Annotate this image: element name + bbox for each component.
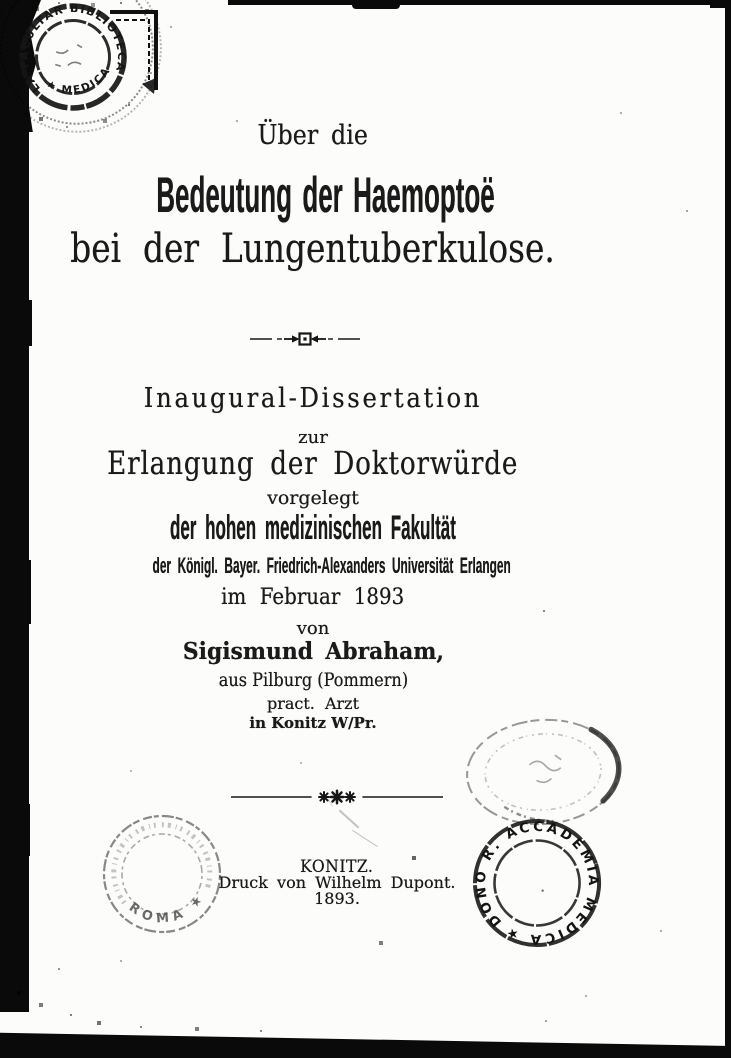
scan-bottom-edge — [0, 1028, 731, 1058]
author-name-text: Sigismund Abraham, — [182, 638, 444, 665]
svg-text:DONO R. ACCADEMIA MEDICA ★ — [456, 802, 618, 964]
dissertation-date — [0, 587, 626, 609]
scan-right-smudge — [719, 690, 723, 760]
dissertation-faculty — [0, 511, 626, 545]
dissertation-vorgelegt-text: vorgelegt — [267, 487, 359, 509]
pretitle-text: Über die — [257, 120, 369, 151]
scan-noise — [0, 0, 2, 2]
main-title-line2-text: bei der Lungentuberkulose. — [70, 226, 556, 272]
author-profession — [0, 696, 626, 712]
author-origin — [0, 671, 626, 690]
dissertation-zur-text: zur — [298, 427, 328, 448]
floral-ornament-divider — [231, 788, 443, 806]
imprint-year-text: 1893. — [314, 889, 360, 908]
scan-top-edge-blob — [352, 0, 400, 9]
dissertation-heading — [0, 385, 626, 412]
scan-top-edge — [228, 0, 731, 5]
scan-right-edge — [725, 0, 731, 1058]
corner-bracket-mark — [108, 4, 170, 104]
dissertation-purpose — [0, 444, 626, 482]
dissertation-heading-text: Inaugural-Dissertation — [143, 383, 483, 414]
dissertation-university-text: der Königl. Bayer. Friedrich-Alexanders Universität Erlangen — [152, 553, 511, 578]
main-title-line1 — [0, 167, 626, 223]
roma-stamp — [83, 795, 241, 953]
dissertation-von-text: von — [296, 618, 330, 639]
imprint-place-text: KONITZ. — [300, 857, 374, 877]
pencil-mark — [339, 810, 360, 829]
author-profession-text: pract. Arzt — [266, 694, 360, 713]
dissertation-date-text: im Februar 1893 — [221, 585, 405, 610]
pencil-mark — [352, 830, 378, 847]
library-stamp-bottom-text: ★ MEDICA — [44, 64, 114, 97]
roma-stamp-bottom-text: ROMA ★ — [126, 889, 210, 927]
scan-left-edge-bump — [24, 804, 30, 856]
library-stamp-ring-text: LA FACULTAR BIBLIOTECA — [17, 1, 129, 95]
dissertation-vorgelegt — [0, 489, 626, 508]
dissertation-university — [0, 555, 626, 578]
main-title-line2 — [0, 226, 626, 272]
scan-right-smudge — [716, 95, 722, 217]
accademia-stamp-ring-text: DONO R. ACCADEMIA MEDICA ★ — [472, 818, 602, 948]
arrow-ornament-divider — [250, 331, 360, 347]
dissertation-von — [0, 620, 626, 638]
author-origin-text: aus Pilburg (Pommern) — [218, 669, 408, 691]
scan-left-edge-bump — [26, 300, 32, 346]
dissertation-faculty-text: der hohen medizinischen Fakultät — [170, 509, 456, 547]
dissertation-purpose-text: Erlangung der Doktorwürde — [107, 444, 519, 482]
main-title-line1-text: Bedeutung der Haemoptoë — [156, 167, 495, 223]
imprint-printer-text: Druck von Wilhelm Dupont. — [218, 873, 456, 892]
author-name — [0, 640, 626, 663]
author-residence-text: in Konitz W/Pr. — [249, 714, 377, 732]
